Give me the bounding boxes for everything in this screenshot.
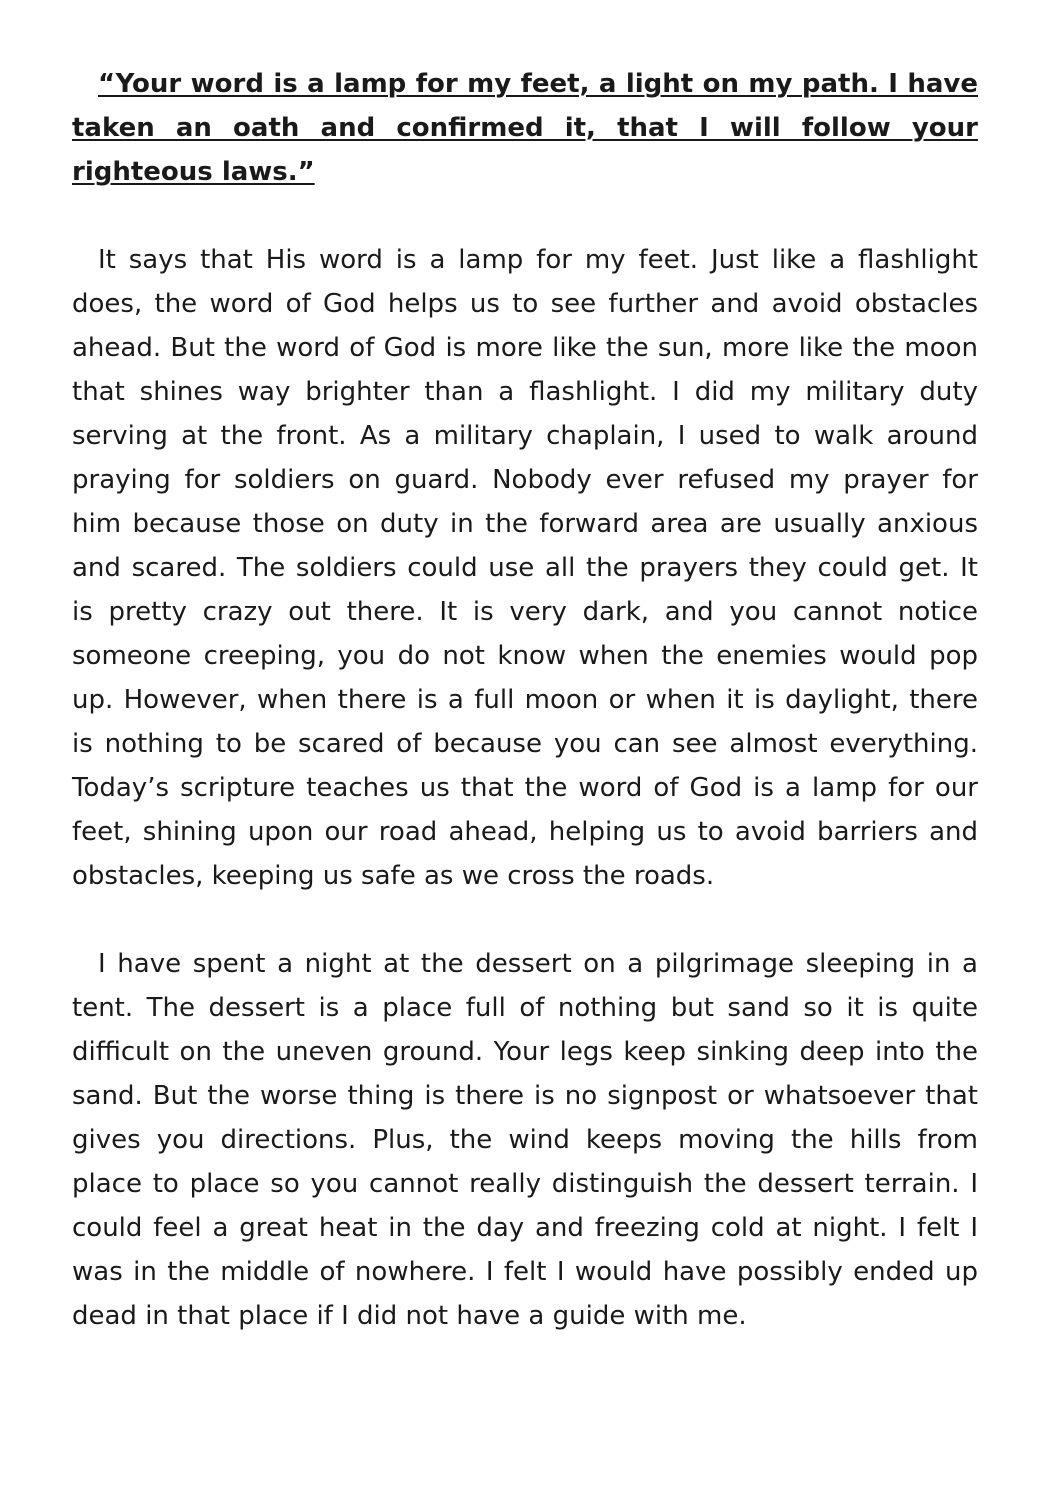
paragraph-gap [72,898,978,942]
document-page [72,62,978,1338]
scripture-quote: “Your word is a lamp for my feet, a light on my path. I have taken an oath and confirmed it, that I will follow your righteous laws.” [72,69,978,187]
paragraph-desert: I have spent a night at the dessert on a pilgrimage sleeping in a tent. The dessert is a place full of nothing but sand so it is quite difficult on the uneven ground. Your legs keep sinking deep into the sand. But the worse thing is there is no signpost or whatsoever that gives you directions. Plus, the wind keeps moving the hills from place to place so you cannot really distinguish the dessert terrain. I could feel a great heat in the day and freezing cold at night. I felt I was in the middle of nowhere. I felt I would have possibly ended up dead in that place if I did not have a guide with me. [72,949,978,1331]
paragraph-flashlight: It says that His word is a lamp for my feet. Just like a flashlight does, the word of God helps us to see further and avoid obstacles ahead. But the word of God is more like the sun, more like the moon that shines way brighter than a flashlight. I did my military duty serving at the front. As a military chaplain, I used to walk around praying for soldiers on guard. Nobody ever refused my prayer for him because those on duty in the forward area are usually anxious and scared. The soldiers could use all the prayers they could get. It is pretty crazy out there. It is very dark, and you cannot notice someone creeping, you do not know when the enemies would pop up. However, when there is a full moon or when it is daylight, there is nothing to be scared of because you can see almost everything. Today’s scripture teaches us that the word of God is a lamp for our feet, shining upon our road ahead, helping us to avoid barriers and obstacles, keeping us safe as we cross the roads. [72,245,978,891]
paragraph-gap [72,194,978,238]
